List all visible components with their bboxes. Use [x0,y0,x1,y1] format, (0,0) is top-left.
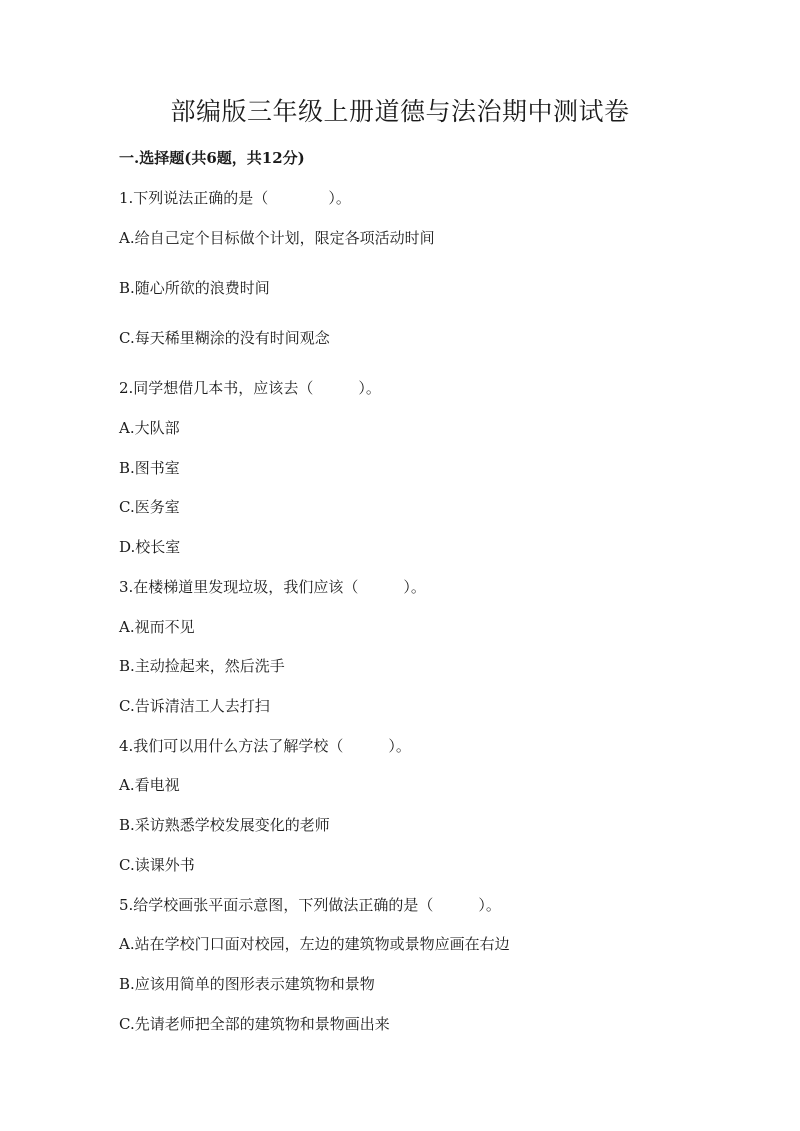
question-5-option-b: B.应该用简单的图形表示建筑物和景物 [119,975,375,993]
question-3-option-c: C.告诉清洁工人去打扫 [119,697,270,715]
question-2-option-c: C.医务室 [119,498,180,516]
question-1-stem: 1.下列说法正确的是（ ）。 [119,189,351,207]
question-3-option-b: B.主动捡起来，然后洗手 [119,657,285,675]
question-2-option-a: A.大队部 [119,419,180,437]
page-title: 部编版三年级上册道德与法治期中测试卷 [170,97,630,126]
question-5-option-a: A.站在学校门口面对校园，左边的建筑物或景物应画在右边 [119,935,510,953]
question-4-stem: 4.我们可以用什么方法了解学校（ ）。 [119,737,411,755]
question-4-option-b: B.采访熟悉学校发展变化的老师 [119,816,330,834]
question-2-option-b: B.图书室 [119,459,180,477]
question-4-option-a: A.看电视 [119,776,180,794]
question-3-stem: 3.在楼梯道里发现垃圾，我们应该（ ）。 [119,578,426,596]
question-4-option-c: C.读课外书 [119,856,195,874]
question-5-stem: 5.给学校画张平面示意图，下列做法正确的是（ ）。 [119,896,501,914]
question-1-option-a: A.给自己定个目标做个计划，限定各项活动时间 [119,229,435,247]
question-2-stem: 2.同学想借几本书，应该去（ ）。 [119,379,381,397]
question-1-option-b: B.随心所欲的浪费时间 [119,279,270,297]
question-1-option-c: C.每天稀里糊涂的没有时间观念 [119,329,330,347]
question-5-option-c: C.先请老师把全部的建筑物和景物画出来 [119,1015,390,1033]
question-3-option-a: A.视而不见 [119,618,195,636]
section-heading: 一.选择题(共6题，共12分) [119,149,305,167]
question-2-option-d: D.校长室 [119,538,181,556]
